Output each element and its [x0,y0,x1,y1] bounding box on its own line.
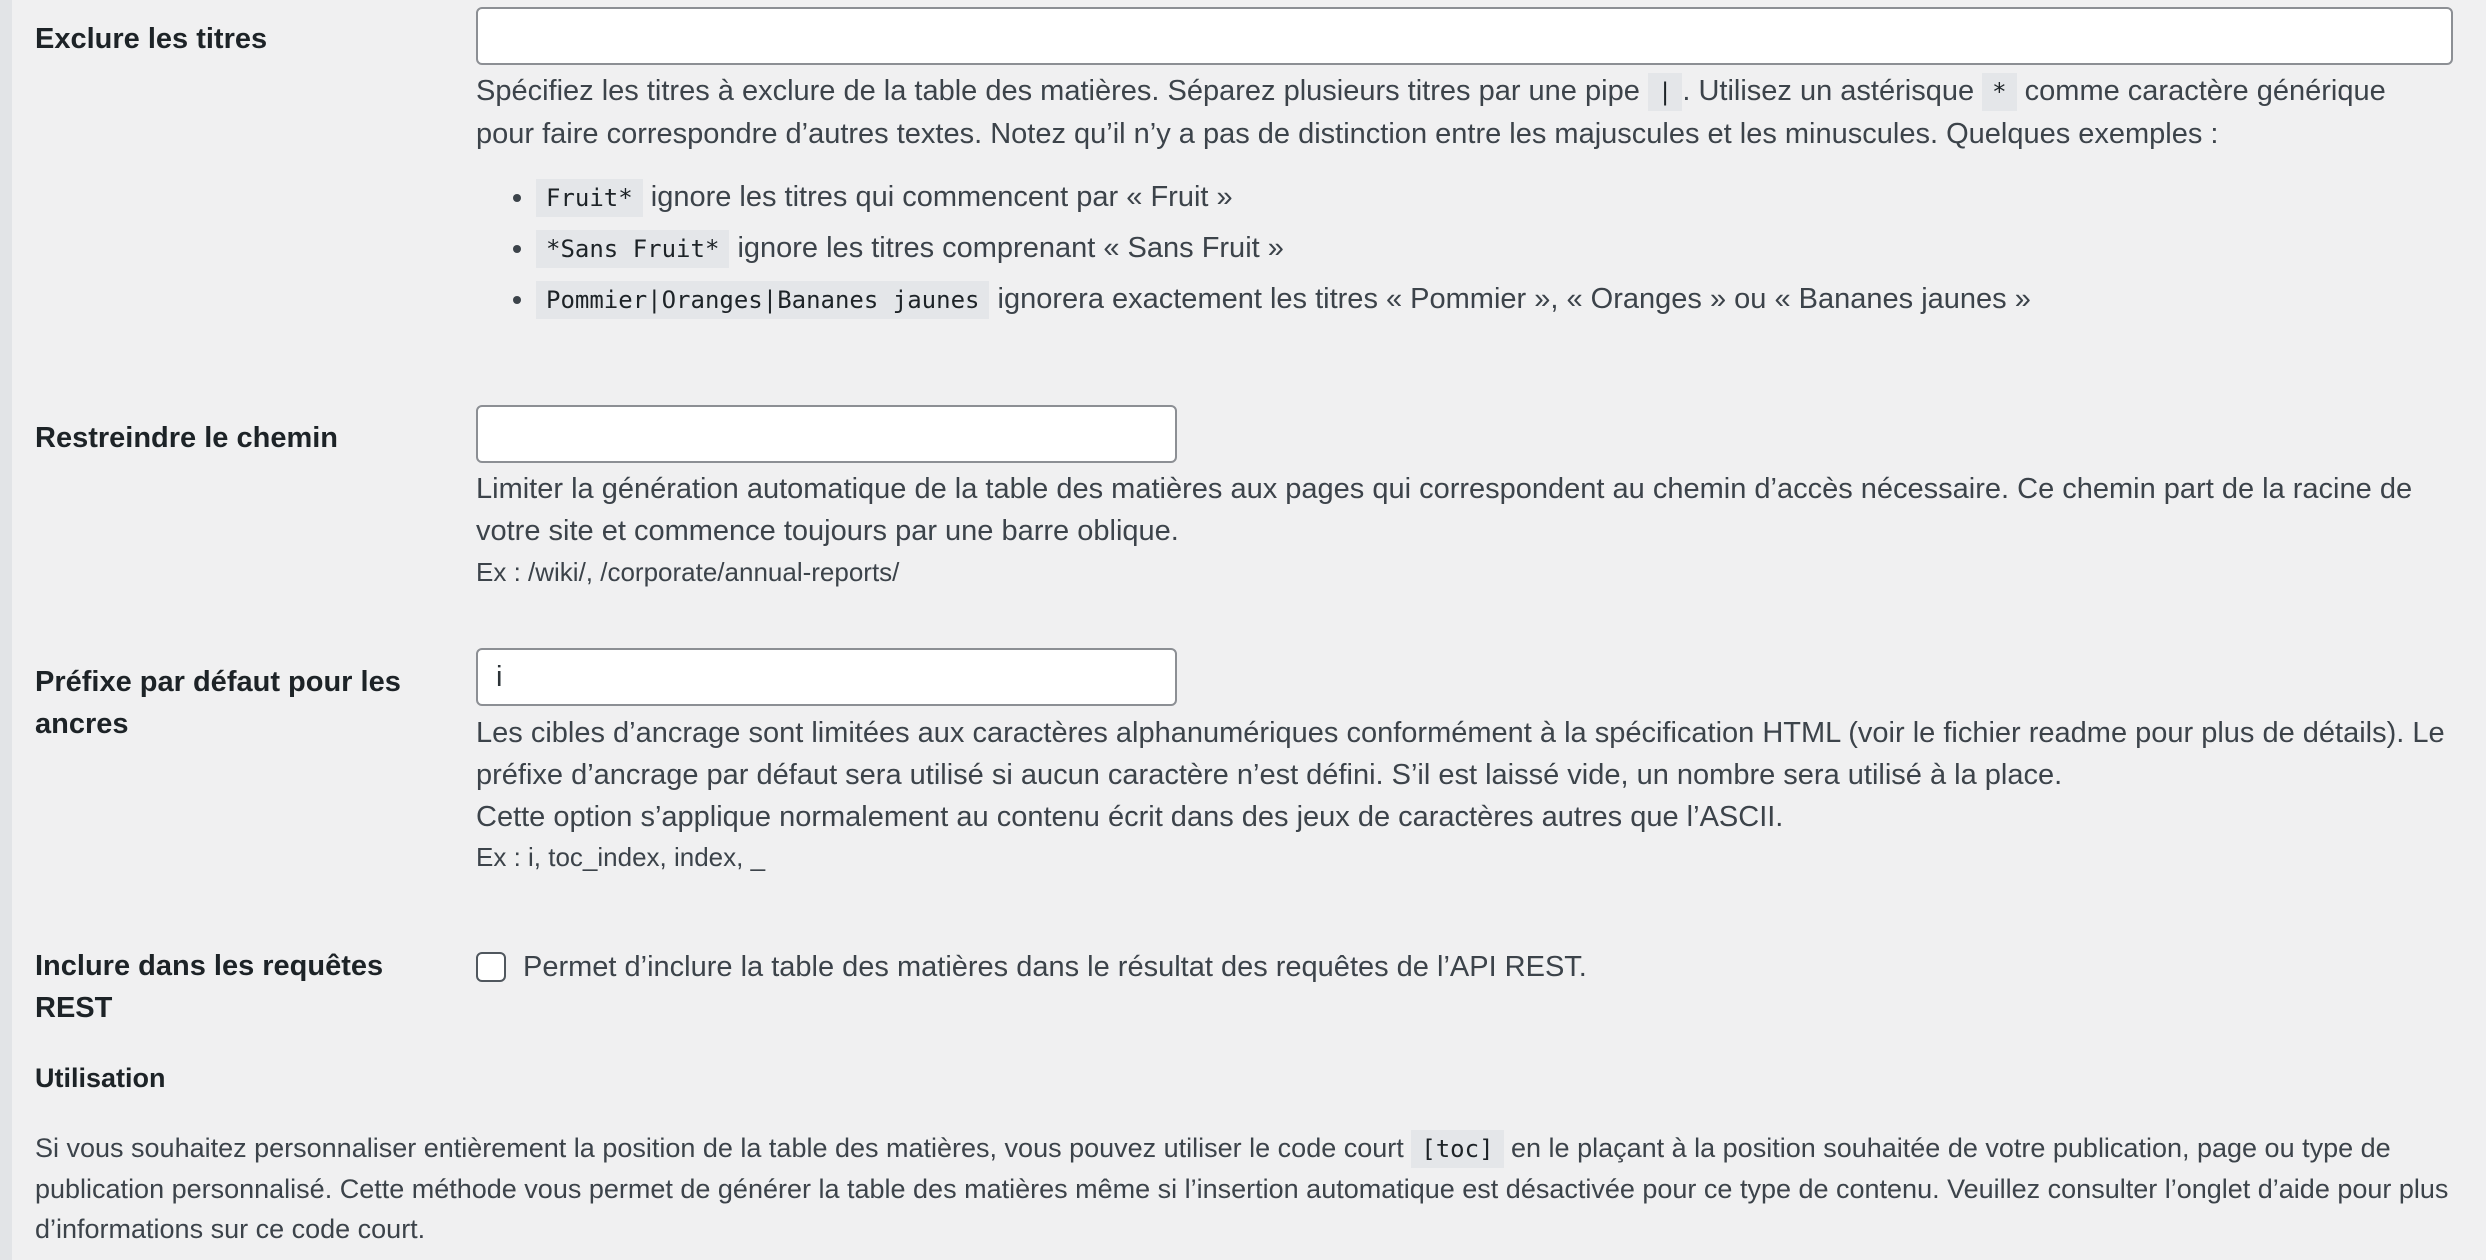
list-item [536,172,2031,223]
left-edge-bar [0,0,12,1260]
anchor-prefix-example: Ex : i, toc_index, index, _ [476,842,766,872]
usage-description [35,1128,2475,1249]
restrict-path-label: Restreindre le chemin [35,422,338,454]
usage-text-1: Si vous souhaitez personnaliser entièrement la position de la table des matières, vous pouvez utiliser le code court [35,1133,1412,1163]
rest-label: Inclure dans les requêtes REST [35,950,384,1024]
exclude-desc-text-1: Spécifiez les titres à exclure de la table des matières. Séparez plusieurs titres par une pipe [476,75,1648,107]
asterisk-code: * [1982,73,2016,111]
exclude-desc-text-2: . Utilisez un astérisque [1682,75,1983,107]
example-code: Pommier|Oranges|Bananes jaunes [536,281,989,319]
restrict-path-example: Ex : /wiki/, /corporate/annual-reports/ [476,557,900,587]
anchor-desc-line-1: Les cibles d’ancrage sont limitées aux caractères alphanumériques conformément à la spécification HTML (voir le fichier readme pour plus de détails). Le préfixe d’ancrage par défaut sera utilisé si aucun caractère n’est défini. S’il est laissé vide, un nombre sera utilisé à la place. [476,717,2445,791]
exclude-headings-input[interactable] [476,7,2453,65]
exclude-headings-label: Exclure les titres [35,23,268,55]
anchor-prefix-label: Préfixe par défaut pour les ancres [35,666,401,740]
example-code: *Sans Fruit* [536,230,729,268]
restrict-path-input[interactable] [476,405,1177,463]
anchor-prefix-description [476,712,2446,838]
anchor-prefix-input[interactable] [476,648,1177,706]
example-text: ignorera exactement les titres « Pommier », « Oranges » ou « Bananes jaunes » [989,283,2031,315]
restrict-path-description: Limiter la génération automatique de la table des matières aux pages qui correspondent au chemin d’accès nécessaire. Ce chemin part de la racine de votre site et commence toujours par une barre oblique. [476,473,2413,547]
list-item [536,223,2031,274]
usage-text-2: en le plaçant à la position souhaitée de votre publication, page ou type de publication personnalisé. Cette méthode vous permet de générer la table des matières même si l’insertion automatique est désactivée pour ce type de contenu. Veuillez consulter l’onglet d’aide pour plus d’informations sur ce code court. [35,1133,2449,1244]
examples-list [500,172,2031,325]
exclude-desc-text-3: comme caractère générique pour faire correspondre d’autres textes. Notez qu’il n’y a pas de distinction entre les majuscules et les minuscules. Quelques exemples : [476,75,2386,150]
usage-title: Utilisation [35,1063,166,1093]
example-text: ignore les titres comprenant « Sans Fruit » [729,232,1284,264]
example-code: Fruit* [536,179,643,217]
toc-shortcode: [toc] [1411,1130,1503,1168]
rest-checkbox[interactable] [476,952,506,982]
exclude-headings-description [476,70,2446,155]
anchor-desc-line-2: Cette option s’applique normalement au contenu écrit dans des jeux de caractères autres que l’ASCII. [476,801,1784,833]
example-text: ignore les titres qui commencent par « Fruit » [642,181,1233,213]
rest-checkbox-label[interactable]: Permet d’inclure la table des matières dans le résultat des requêtes de l’API REST. [523,951,1587,983]
pipe-code: | [1648,73,1682,111]
list-item [536,274,2031,325]
